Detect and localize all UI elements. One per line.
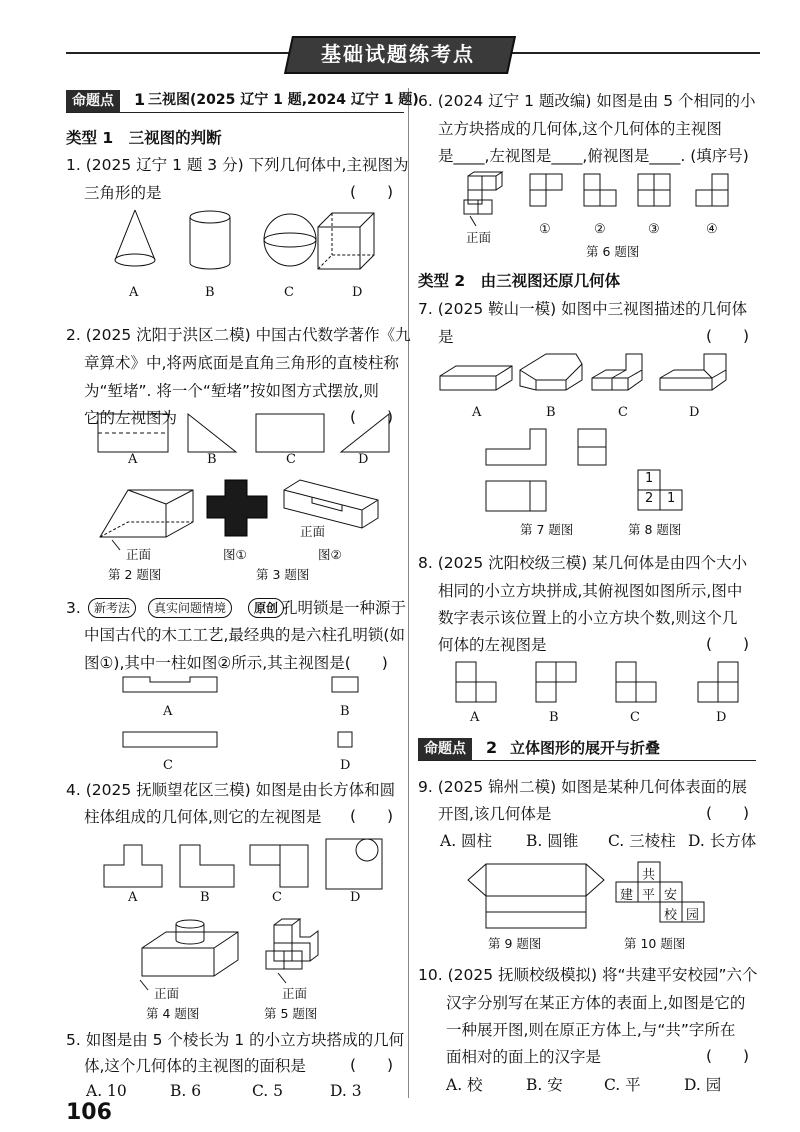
q1-label-d: D [352,285,363,300]
q3-badge-context: 真实问题情境 [148,598,232,618]
q5-option-a: A. 10 [86,1082,127,1100]
q7-label-d: D [689,405,700,420]
q3-front-label: 正面 [300,524,326,539]
section2-tag: 命题点 [418,738,472,760]
q2-label-d: D [358,452,369,467]
q10-option-d: D. 园 [684,1076,722,1094]
q6-line3: 是____,左视图是____,俯视图是____. (填序号) [438,147,749,165]
q3-badge-new: 新考法 [88,598,136,618]
q1-label-c: C [284,285,294,300]
q3-fig1-label: 图① [223,547,247,562]
q3-label-c: C [163,758,173,773]
q8-label-c: C [630,710,640,725]
q10-option-b: B. 安 [526,1076,563,1094]
q4-answer-paren: ( ) [350,807,394,825]
q3-caption: 第 3 题图 [256,567,310,582]
q4-line1: 4. (2025 抚顺望花区三模) 如图是由长方体和圆 [66,781,396,799]
q8-label-a: A [470,710,480,725]
q8-caption: 第 8 题图 [628,522,682,537]
q7-line2: 是 [438,328,454,346]
q2-line2: 章算术》中,将两底面是直角三角形的直棱柱称 [84,354,399,372]
q1-label-b: B [205,285,215,300]
q1-shapes [110,205,400,285]
q9-caption: 第 9 题图 [488,936,542,951]
q10-line4: 面相对的面上的汉字是 [446,1048,602,1066]
q6-label-2: ② [594,222,606,237]
page-number: 106 [66,1100,112,1125]
q8-line3: 数字表示该位置上的小立方块个数,则这个几 [438,609,738,627]
q4-caption: 第 4 题图 [146,1006,200,1021]
q7-options-shapes [436,350,756,406]
q8-grid-cell-2: 2 [645,491,654,506]
section1-tag: 命题点 [66,90,120,112]
q1-label-a: A [129,285,139,300]
q4-label-b: B [200,890,210,905]
q9-answer-paren: ( ) [706,804,750,822]
q10-line3: 一种展开图,则在原正方体上,与“共”字所在 [446,1021,736,1039]
q10-net-cell-xiao: 校 [664,908,678,923]
q3-line2: 中国古代的木工工艺,最经典的是六柱孔明锁(如 [84,626,405,644]
q3-num: 3. [66,599,81,617]
q6-caption: 第 6 题图 [586,244,640,259]
q10-caption: 第 10 题图 [624,936,686,951]
q2-label-c: C [286,452,296,467]
q10-net-cell-jian: 建 [620,888,634,903]
type1-heading: 类型 1 三视图的判断 [66,129,222,147]
q1-line1: 1. (2025 辽宁 1 题 3 分) 下列几何体中,主视图为 [66,156,409,174]
q10-net-cell-gong: 共 [642,868,656,883]
q8-label-b: B [549,710,559,725]
q6-figures [460,170,750,230]
q9-option-c: C. 三棱柱 [608,832,676,850]
q8-grid-cell-3: 1 [667,491,676,506]
q5-answer-paren: ( ) [350,1056,394,1074]
q9-option-b: B. 圆锥 [526,832,579,850]
q3-label-a: A [163,704,173,719]
q7-label-a: A [472,405,482,420]
q10-net-cell-an: 安 [664,888,678,903]
q3-label-b: B [340,704,350,719]
q10-line2: 汉字分别写在某正方体的表面上,如图是它的 [446,994,746,1012]
q3-badge-original: 原创 [248,598,284,618]
q10-answer-paren: ( ) [706,1047,750,1065]
q9-option-d: D. 长方体 [688,832,757,850]
q6-label-4: ④ [706,222,718,237]
q4-label-a: A [128,890,138,905]
q3-line1: 孔明锁是一种源于 [282,599,407,617]
q3-lock-figure [205,478,275,540]
q10-net-cell-ping: 平 [642,888,656,903]
section1-num: 1 [134,90,146,109]
q3-fig2-label: 图② [318,547,342,562]
q8-line1: 8. (2025 沈阳校级三模) 某几何体是由四个大小 [418,554,748,572]
q7-answer-paren: ( ) [706,327,750,345]
q8-line4: 何体的左视图是 [438,636,547,654]
q3-options-shapes [120,672,370,782]
q1-answer-paren: ( ) [350,183,394,201]
q3-column-figure [282,478,382,538]
q9-line1: 9. (2025 锦州二模) 如图是某种几何体表面的展 [418,778,748,796]
type2-heading: 类型 2 由三视图还原几何体 [418,272,621,290]
q4-front-label: 正面 [154,986,180,1001]
q5-line1: 5. 如图是由 5 个棱长为 1 的小立方块搭成的几何 [66,1031,405,1049]
q5-front-label: 正面 [282,986,308,1001]
q6-label-1: ① [539,222,551,237]
q8-options-shapes [450,660,750,710]
q7-line1: 7. (2025 鞍山一模) 如图中三视图描述的几何体 [418,300,748,318]
q5-option-b: B. 6 [170,1082,202,1100]
q10-option-c: C. 平 [604,1076,641,1094]
q9-net-figure [466,860,606,932]
section2-num: 2 [486,738,498,757]
q8-label-d: D [716,710,727,725]
q6-line2: 立方块搭成的几何体,这个几何体的主视图 [438,120,722,138]
q1-line2: 三角形的是 [84,184,162,202]
q6-label-3: ③ [648,222,660,237]
section2-rule [418,760,756,761]
q2-prism-figure [98,482,198,552]
section2-title: 立体图形的展开与折叠 [510,739,661,757]
q5-option-d: D. 3 [330,1082,362,1100]
q4-label-c: C [272,890,282,905]
column-divider [408,88,409,1098]
q7-caption: 第 7 题图 [520,522,574,537]
section1-title: 三视图(2025 辽宁 1 题,2024 辽宁 1 题) [148,92,419,108]
q6-front-label: 正面 [466,230,492,245]
q5-line2: 体,这个几何体的主视图的面积是 [84,1057,306,1075]
q4-options-shapes [100,835,400,895]
section1-rule [66,112,404,113]
q8-answer-paren: ( ) [706,635,750,653]
q3-line3: 图①),其中一柱如图②所示,其主视图是( ) [84,654,388,672]
q5-figure [262,915,332,985]
q2-caption: 第 2 题图 [108,567,162,582]
q2-answer-paren: ( ) [350,408,394,426]
page-title: 基础试题练考点 [321,42,475,66]
q2-line4: 它的左视图为 [84,409,178,427]
q7-label-b: B [546,405,556,420]
q9-line2: 开图,该几何体是 [438,805,552,823]
q7-label-c: C [618,405,628,420]
q2-line3: 为“堑堵”. 将一个“堑堵”按如图方式摆放,则 [84,382,379,400]
q10-net-cell-yuan: 园 [686,908,700,923]
q4-figure [138,910,248,990]
q2-line1: 2. (2025 沈阳于洪区二模) 中国古代数学著作《九 [66,326,411,344]
q10-line1: 10. (2025 抚顺校级模拟) 将“共建平安校园”六个 [418,966,758,984]
q9-option-a: A. 圆柱 [440,832,493,850]
q3-label-d: D [340,758,351,773]
q8-line2: 相同的小立方块拼成,其俯视图如图所示,图中 [438,582,743,600]
q2-front-label: 正面 [126,547,152,562]
q2-label-b: B [207,452,217,467]
q5-option-c: C. 5 [252,1082,284,1100]
q4-label-d: D [350,890,361,905]
q5-caption: 第 5 题图 [264,1006,318,1021]
q10-option-a: A. 校 [446,1076,483,1094]
q6-line1: 6. (2024 辽宁 1 题改编) 如图是由 5 个相同的小 [418,92,756,110]
q8-grid-cell-1: 1 [645,471,654,486]
q2-label-a: A [128,452,138,467]
q4-line2: 柱体组成的几何体,则它的左视图是 [84,808,322,826]
